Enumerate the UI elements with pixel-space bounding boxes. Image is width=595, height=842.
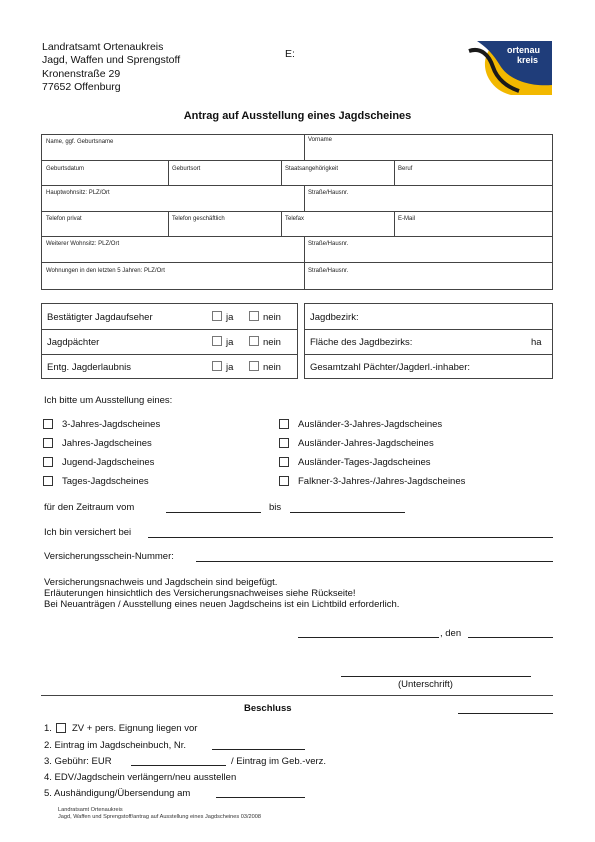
insured-label: Ich bin versichert bei [44,527,132,538]
option-3-jahres-label: 3-Jahres-Jagdscheines [62,419,161,430]
decision-item1-number: 1. [44,723,52,734]
decision-item1-text: ZV + pers. Eignung liegen vor [72,723,198,734]
fee-input[interactable] [131,765,226,766]
insurer-input[interactable] [148,537,553,538]
signature-label: (Unterschrift) [398,679,453,690]
period-from-input[interactable] [166,512,261,513]
footer-line: Landratsamt Ortenaukreis [58,807,123,813]
note-line: Versicherungsnachweis und Jagdschein sind beigefügt. [44,577,278,588]
jagdpaechter-ja-checkbox[interactable] [212,336,222,346]
address-line: Jagd, Waffen und Sprengstoff [42,54,181,67]
jagdpaechter-nein-checkbox[interactable] [249,336,259,346]
policy-number-label: Versicherungsschein-Nummer: [44,551,174,562]
option-tages-label: Tages-Jagdscheines [62,476,149,487]
option-auslaender-3-jahres-label: Ausländer-3-Jahres-Jagdscheines [298,419,443,430]
policy-number-input[interactable] [196,561,553,562]
option-auslaender-tages-label: Ausländer-Tages-Jagdscheines [298,457,431,468]
gesamtzahl-field[interactable]: Gesamtzahl Pächter/Jagderl.-inhaber: [310,362,470,373]
staatsangehoerigkeit-field[interactable]: Staatsangehörigkeit [285,166,339,172]
status-label-jagdpaechter: Jagdpächter [47,337,100,348]
jagdaufseher-nein-checkbox[interactable] [249,311,259,321]
decision-code-input[interactable] [458,713,553,714]
option-falkner-checkbox[interactable] [279,476,289,486]
decision-item3-fee: 3. Gebühr: EUR [44,756,112,767]
place-input[interactable] [298,637,439,638]
telefax-field[interactable]: Telefax [285,216,305,222]
option-auslaender-jahres-label: Ausländer-Jahres-Jagdscheines [298,438,434,449]
footer [58,807,261,821]
strasse-field-3[interactable]: Straße/Hausnr. [308,268,349,274]
option-jugend-label: Jugend-Jagdscheines [62,457,155,468]
date-input[interactable] [468,637,553,638]
option-auslaender-tages-checkbox[interactable] [279,457,289,467]
email-field[interactable]: E-Mail [398,216,416,222]
wohnungen-field[interactable]: Wohnungen in den letzten 5 Jahren: PLZ/Ort [46,268,165,274]
jagdbezirk-field[interactable]: Jagdbezirk: [310,312,359,323]
logo-text-1: ortenau [507,45,541,55]
form-title: Antrag auf Ausstellung eines Jagdscheines [183,110,412,122]
flaeche-field[interactable]: Fläche des Jagdbezirks: [310,337,413,348]
hauptwohnsitz-field[interactable]: Hauptwohnsitz: PLZ/Ort [46,190,110,196]
decision-zv-checkbox[interactable] [56,723,66,733]
jagdaufseher-ja-checkbox[interactable] [212,311,222,321]
e-code-label: E: [285,48,295,60]
notes-paragraph [44,577,399,611]
request-intro: Ich bitte um Ausstellung eines: [44,395,173,406]
personal-data-table [41,134,553,290]
decision-item4: 4. EDV/Jagdschein verlängern/neu ausstellen [44,772,237,783]
period-from-label: für den Zeitraum vom [44,502,135,513]
option-jahres-label: Jahres-Jagdscheines [62,438,152,449]
strasse-field-1[interactable]: Straße/Hausnr. [308,190,349,196]
jagderlaubnis-ja-checkbox[interactable] [212,361,222,371]
status-label-jagdaufseher: Bestätigter Jagdaufseher [47,312,153,323]
footer-line: Jagd, Waffen und Sprengstoff/antrag auf Ausstellung eines Jagdscheines 03/2008 [58,814,261,820]
date-separator: , den [440,628,462,639]
authority-address [42,41,180,94]
geburtsdatum-field[interactable]: Geburtsdatum [46,166,85,172]
jagderlaubnis-nein-checkbox[interactable] [249,361,259,371]
beruf-field[interactable]: Beruf [398,166,413,172]
vorname-field[interactable]: Vorname [308,137,333,143]
note-line: Erläuterungen hinsichtlich des Versicherungsnachweises siehe Rückseite! [44,588,356,600]
weiterer-wohnsitz-field[interactable]: Weiterer Wohnsitz: PLZ/Ort [46,241,120,247]
telefon-privat-field[interactable]: Telefon privat [46,216,82,222]
signature-input[interactable] [341,676,531,677]
logo-text-2: kreis [517,55,539,65]
nein-label: nein [263,312,281,323]
nein-label: nein [263,337,281,348]
address-line: Landratsamt Ortenaukreis [42,41,164,53]
decision-item3-entry: / Eintrag im Geb.-verz. [231,756,327,767]
status-box [41,303,298,379]
nein-label: nein [263,362,281,373]
strasse-field-2[interactable]: Straße/Hausnr. [308,241,349,247]
hectare-unit: ha [531,337,542,348]
telefon-geschaeftlich-field[interactable]: Telefon geschäftlich [172,216,225,222]
option-jugend-checkbox[interactable] [43,457,53,467]
ja-label: ja [226,362,234,373]
address-line: Kronenstraße 29 [42,67,121,80]
ortenaukreis-logo [459,41,552,95]
option-tages-checkbox[interactable] [43,476,53,486]
ja-label: ja [226,337,234,348]
option-auslaender-3-jahres-checkbox[interactable] [279,419,289,429]
ja-label: ja [226,312,234,323]
option-3-jahres-checkbox[interactable] [43,419,53,429]
period-to-label: bis [269,502,282,513]
option-falkner-label: Falkner-3-Jahres-/Jahres-Jagdscheines [298,476,466,487]
jagdscheinbuch-nr-input[interactable] [212,749,305,750]
address-line: 77652 Offenburg [42,80,121,93]
decision-title: Beschluss [244,703,292,714]
geburtsort-field[interactable]: Geburtsort [172,166,201,172]
decision-item5: 5. Aushändigung/Übersendung am [44,788,191,799]
note-line: Bei Neuanträgen / Ausstellung eines neuen Jagdscheins ist ein Lichtbild erforderlich. [44,599,400,611]
option-auslaender-jahres-checkbox[interactable] [279,438,289,448]
handover-date-input[interactable] [216,797,305,798]
decision-item2: 2. Eintrag im Jagdscheinbuch, Nr. [44,740,187,751]
decision-separator [41,695,553,696]
hunting-district-box [304,303,553,379]
period-to-input[interactable] [290,512,405,513]
status-label-jagderlaubnis: Entg. Jagderlaubnis [47,362,131,373]
name-field[interactable]: Name, ggf. Geburtsname [46,139,114,145]
option-jahres-checkbox[interactable] [43,438,53,448]
